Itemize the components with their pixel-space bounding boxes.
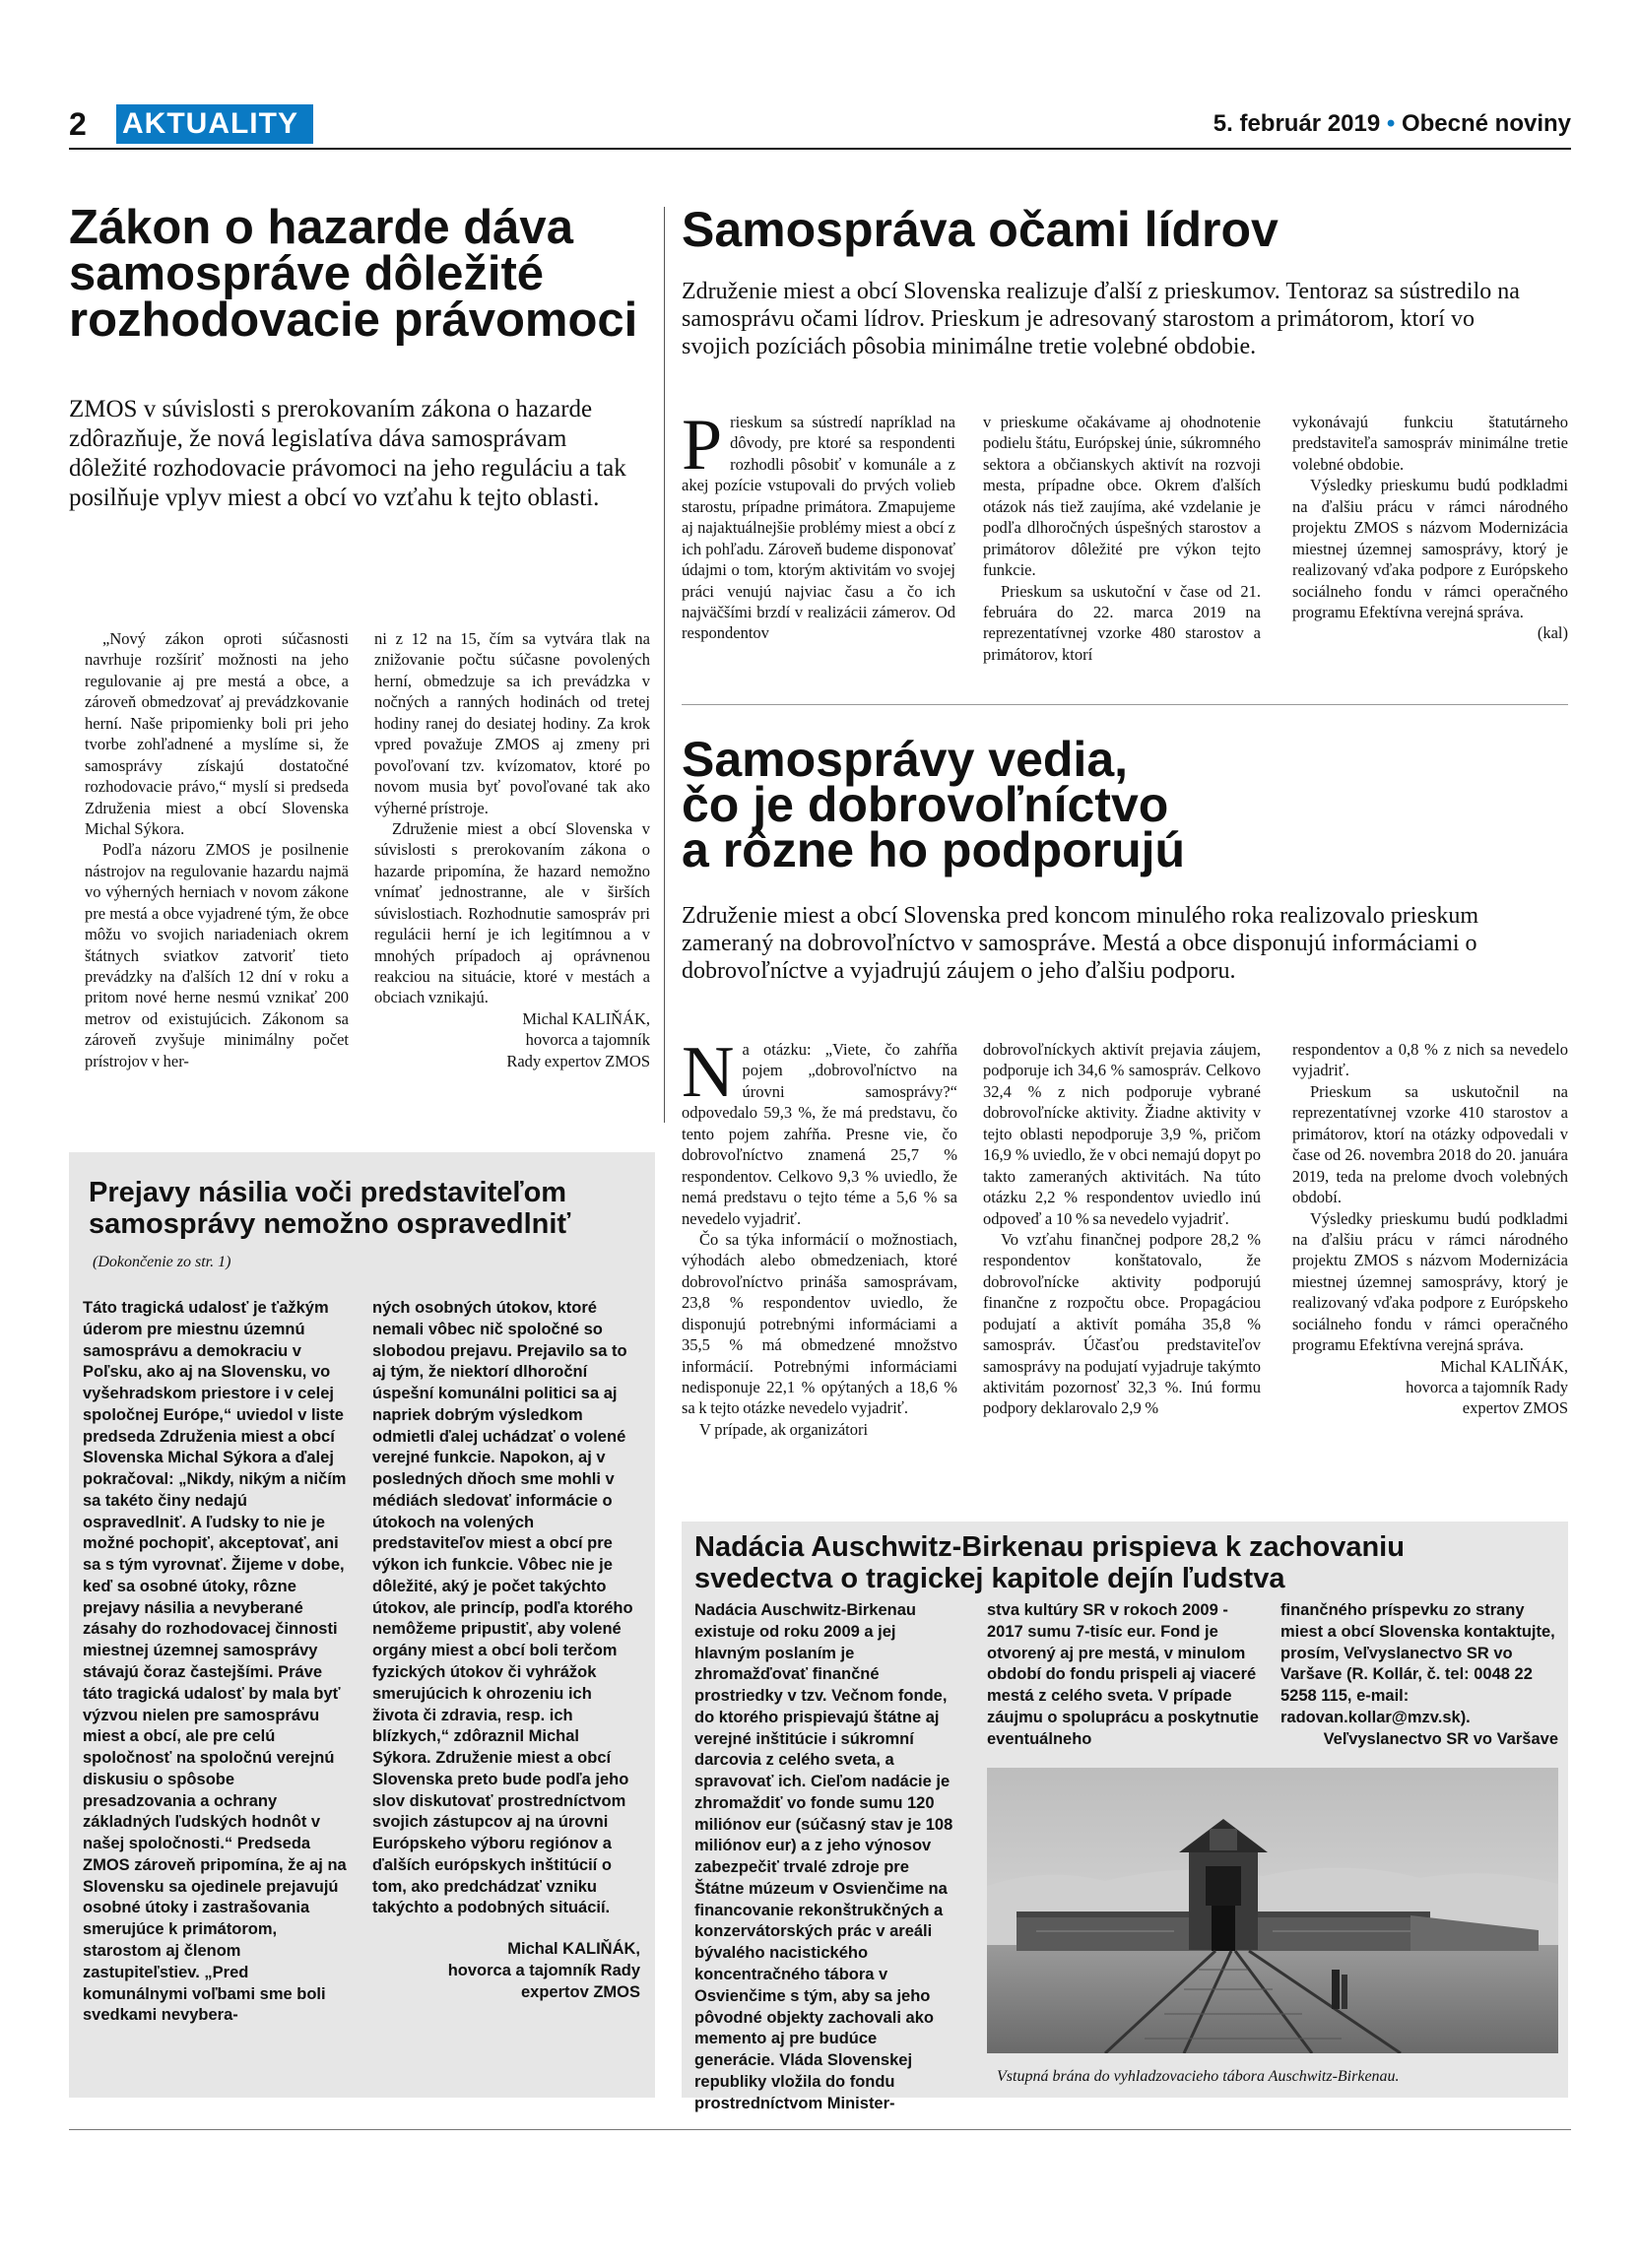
article-title: [694, 1531, 1561, 1594]
drop-cap: P: [682, 405, 723, 486]
paragraph: rieskum sa sústredí napríklad na dôvody, pre ktoré sa respondenti rozhodli pôsobiť v komunále a z akej pozície vstupovali do prvých volieb starostu, prípadne primátora. Zmapujeme aj najaktuálnejšie problémy miest a obcí z ich pohľadu. Zároveň budeme disponovať údajmi o tom, ktorým aktivitám vo svojej práci venujú najviac času a čo ich najväčšími brzdí v realizácii zámerov. Od respondentov: [682, 413, 955, 643]
article-volunteering-col1: [682, 1032, 957, 1440]
article-hazard: [69, 201, 650, 513]
paragraph: vykonávajú funkciu štatutárneho predstaviteľa samospráv minimálne tretie volebné obdobie.: [1292, 413, 1568, 474]
paragraph: a otázku: „Viete, čo zahŕňa pojem „dobrovoľníctvo na úrovni samosprávy?“ odpovedalo 59,3 %, že má predstavu, čo tento pojem zahŕňa. Presne vie, čo dobrovoľníctvo znamená 25,7 % respondentov. Celkovo 9,3 % uviedlo, že nemá predstavu o tejto téme a 5,6 % sa nevedelo vyjadriť.: [682, 1040, 957, 1228]
article-violence-col1: [83, 1298, 347, 2027]
signature: [372, 1939, 640, 2003]
photo-caption: Vstupná brána do vyhladzovacieho tábora Auschwitz-Birkenau.: [997, 2068, 1400, 2085]
article-volunteering-col3: [1292, 1039, 1568, 1419]
paragraph: Čo sa týka informácií o možnostiach, výhodách alebo obmedzeniach, ktoré dobrovoľníctvo prináša samosprávam, 23,8 % respondentov uviedlo, že disponujú potrebnými informáciami a 35,5 % má obmedzené množstvo informácií. Potrebnými informáciami nedisponuje 22,1 % opýtaných a 18,6 % sa k tejto otázke nevedelo vyjadriť.: [682, 1229, 957, 1418]
article-auschwitz-col3: [1280, 1600, 1558, 1750]
signature: Veľvyslanectvo SR vo Varšave: [1323, 1729, 1558, 1748]
paragraph: Združenie miest a obcí Slovenska v súvislosti s prerokovaním zákona o hazarde pripomína, že hazard nemožno vnímať jednostranne, ale v širších súvislostiach. Rozhodnutie samospráv pri regulácii herní je ich legitímnou a v mnohých prípadoch aj oprávnenou reakciou na situácie, ktoré v mestách a obciach vznikajú.: [374, 818, 650, 1007]
signature-line: Michal KALIŇÁK,: [1440, 1356, 1568, 1376]
article-survey-leaders-col2: [983, 412, 1261, 665]
section-separator: [682, 704, 1568, 705]
signature-line: expertov ZMOS: [520, 1982, 640, 2001]
section-label: AKTUALITY: [116, 104, 313, 144]
article-lead: Združenie miest a obcí Slovenska realizuje ďalší z prieskumov. Tentoraz sa sústredilo na samosprávu očami lídrov. Prieskum je adresovaný starostom a primátorom, ktorí vo svojich pozíciách pôsobia minimálne tretie volebné obdobie.: [682, 279, 1520, 359]
signature-line: Michal KALIŇÁK,: [507, 1940, 640, 1959]
article-auschwitz-col1: [694, 1600, 958, 2114]
paragraph: Vo vzťahu finančnej podpore 28,2 % respondentov konštatovalo, že dobrovoľnícke aktivity podporujú finančne z rozpočtu obce. Propagáciou podujatí a aktivít pomáha 35,8 % samospráv. Účasťou predstaviteľov samosprávy na podujatí vyjadruje takýmto aktivitám pozornosť 32,3 %. Inú formu podpory deklarovalo 2,9 %: [983, 1229, 1261, 1418]
issue-date: 5. február 2019: [1213, 110, 1381, 137]
article-survey-leaders-col3: [1292, 412, 1568, 644]
title-line: samosprávy nemožno ospravedlniť: [89, 1208, 571, 1240]
column-divider: [664, 207, 665, 1123]
paragraph: V prípade, ak organizátori: [699, 1419, 869, 1439]
separator-dot: •: [1386, 110, 1396, 137]
title-line: a rôzne ho podporujú: [682, 822, 1186, 877]
paragraph: Nadácia Auschwitz-Birkenau existuje od roku 2009 a jej hlavným poslaním je zhromažďovať finančné prostriedky v tzv. Večnom fonde, do ktorého prispievajú štátne aj verejné inštitúcie i súkromní darcovia z celého sveta, a spravovať ich. Cieľom nadácie je zhromaždiť vo fonde sumu 120 miliónov eur (súčasný stav je 108 miliónov eur) a z jeho výnosov zabezpečiť trvalé zdroje pre Štátne múzeum v Osvienčime na financovanie rekonštrukčných a konzervátorských prác v areáli bývalého nacistického koncentračného tábora v Osvienčime s tým, aby sa jeho pôvodné objekty zachovali ako memento aj pre budúce generácie. Vláda Slovenskej republiky vložila do fondu prostredníctvom Minister-: [694, 1601, 953, 2112]
article-title: Samospráva očami lídrov: [682, 202, 1279, 257]
paragraph: „Nový zákon oproti súčasnosti navrhuje rozšíriť možnosti na jeho regulovanie aj pre mestá a obce, a zároveň obmedzovať aj prevádzkovanie herní. Naše pripomienky boli pri jeho tvorbe zohľadnené a myslíme si, že samosprávy získajú dostatočné rozhodovacie právo,“ myslí si predseda Združenia miest a obcí Slovenska Michal Sýkora.: [85, 629, 349, 838]
article-volunteering-col2: [983, 1039, 1261, 1419]
paragraph: v prieskume očakávame aj ohodnotenie podielu štátu, Európskej únie, súkromného sektora a občianskych aktivít na rozvoji mesta, prípadne obce. Okrem ďalších otázok nás tiež zaujíma, aké vzdelanie je podľa dlhoročných úspešných starostov a primátorov dôležité pre výkon tejto funkcie.: [983, 413, 1261, 580]
header-rule: [69, 148, 1571, 150]
paragraph: ni z 12 na 15, čím sa vytvára tlak na znižovanie počtu súčasne povolených herní, obmedzuje sa ich prevádzka v nočných a ranných hodinách od tretej hodiny ranej do desiatej hodiny. Za krok vpred považuje ZMOS aj zmeny pri povoľovaní tzv. kvízomatov, ktoré po novom musia byť povoľované tak ako výherné prístroje.: [374, 629, 650, 817]
article-survey-leaders: [682, 202, 1568, 360]
signature-line: hovorca a tajomník Rady: [447, 1961, 640, 1979]
photo-auschwitz-gate: [987, 1768, 1558, 2053]
article-lead: Združenie miest a obcí Slovenska pred koncom minulého roka realizovalo prieskum zameraný na dobrovoľníctvo v samospráve. Mestá a obce disponujú informáciami o dobrovoľníctve a vyjadrujú záujem o jeho ďalšiu podporu.: [682, 903, 1479, 984]
paragraph: Výsledky prieskumu budú podkladmi na ďalšiu prácu v rámci národného projektu ZMOS s názvom Modernizácia miestnej územnej samosprávy, ktorý je realizovaný vďaka podpore z Európskeho sociálneho fondu v rámci operačného programu Efektívna verejná správa.: [1292, 1208, 1568, 1355]
article-auschwitz-col2: [987, 1600, 1265, 1750]
newspaper-name: Obecné noviny: [1401, 110, 1571, 137]
paragraph: stva kultúry SR v rokoch 2009 - 2017 sumu 7-tisíc eur. Fond je otvorený aj pre mestá, v minulom období do fondu prispeli aj viaceré mestá z celého sveta. V prípade záujmu o spoluprácu a poskytnutie eventuálneho: [987, 1601, 1259, 1748]
paragraph: Výsledky prieskumu budú podkladmi na ďalšiu prácu v rámci národného projektu ZMOS s názvom Modernizácia miestnej územnej samosprávy, ktorý je realizovaný vďaka podpore z Európskeho sociálneho fondu v rámci operačného programu Efektívna verejná správa.: [1292, 476, 1568, 621]
paragraph: Táto tragická udalosť je ťažkým úderom pre miestnu územnú samosprávu a demokraciu v Poľsku, ako aj na Slovensku, vo vyšehradskom priestore i v celej spoločnej Európe,“ uviedol v liste predseda Združenia miest a obcí Slovenska Michal Sýkora a ďalej pokračoval: „Nikdy, nikým a ničím sa takéto činy nedajú ospravedlniť. A ľudsky to nie je možné pochopiť, akceptovať, ani sa s tým vyrovnať. Žijeme v dobe, keď sa osobné útoky, rôzne prejavy násilia a nevyberané zásahy do rozhodovacej činnosti miestnej územnej samosprávy stávajú čoraz častejšími. Práve táto tragická udalosť by mala byť výzvou nielen pre samosprávu miest a obcí, ale pre celú spoločnosť na spoločnú verejnú diskusiu o spôsobe presadzovania a ochrany základných ľudských hodnôt v našej spoločnosti.“ Predseda ZMOS zároveň pripomína, že aj na Slovensku sa ojedinele prejavujú osobné útoky i zastrašovania smerujúce k primátorom, starostom aj členom zastupiteľstiev. „Pred komunálnymi voľbami sme boli svedkami nevybera-: [83, 1299, 347, 2025]
article-hazard-col1: [85, 628, 349, 1071]
paragraph: respondentov a 0,8 % z nich sa nevedelo vyjadriť.: [1292, 1040, 1568, 1080]
footer-rule: [69, 2129, 1571, 2130]
paragraph: dobrovoľníckych aktivít prejavia záujem, podporuje ich 34,6 % samospráv. Celkovo 32,4 % z nich podporuje vybrané dobrovoľnícke aktivity. Žiadne aktivity v tejto oblasti nepodporuje 3,9 %, pričom 16,9 % uviedlo, že v obci nemajú dopyt po takto zameraných aktivitách. Na túto otázku 2,2 % respondentov uviedlo inú odpoveď a 10 % sa nevedelo vyjadriť.: [983, 1040, 1261, 1228]
continuation-note: (Dokončenie zo str. 1): [93, 1254, 231, 1270]
signature-line: Michal KALIŇÁK,: [522, 1008, 650, 1028]
signature-line: hovorca a tajomník Rady: [1406, 1378, 1568, 1396]
article-violence-col2: [372, 1298, 640, 2004]
drop-cap: N: [682, 1032, 735, 1113]
title-line: Nadácia Auschwitz-Birkenau prispieva k zachovaniu: [694, 1531, 1405, 1563]
paragraph: Prieskum sa uskutoční v čase od 21. februára do 22. marca 2019 na reprezentatívnej vzorke 480 starostov a primátorov, ktorí: [983, 581, 1261, 664]
title-line: Samosprávy vedia,: [682, 732, 1129, 787]
article-volunteering: [682, 732, 1568, 985]
paragraph: Podľa názoru ZMOS je posilnenie nástrojov na regulovanie hazardu najmä vo výherných herniach v novom zákone pre mestá a obce vyjadrené tým, že obce môžu vo svojich nariadeniach okrem štátnych sviatkov zatvoriť tieto prevádzky na ďalších 12 dní v roku a pritom nové herne nesmú vznikať 200 metrov od existujúcich. Zákonom sa zároveň zvyšuje minimálny počet prístrojov v her-: [85, 840, 349, 1070]
signature: [374, 1008, 650, 1071]
article-title: [682, 732, 1568, 877]
article-title: Zákon o hazarde dáva samospráve dôležité rozhodovacie právomoci: [69, 201, 638, 347]
title-line: čo je dobrovoľníctvo: [682, 777, 1169, 832]
signature-line: Rady expertov ZMOS: [506, 1051, 650, 1070]
page-number: 2: [69, 106, 87, 142]
paragraph: finančného príspevku zo strany miest a obcí Slovenska kontaktujte, prosím, Veľvyslanectvo SR vo Varšave (R. Kollár, č. tel: 0048 22 5258 115, e-mail: radovan.kollar@mzv.sk).: [1280, 1601, 1555, 1726]
signature-line: hovorca a tajomník: [525, 1030, 650, 1050]
title-line: svedectva o tragickej kapitole dejín ľudstva: [694, 1563, 1285, 1594]
signature: (kal): [1537, 623, 1568, 643]
signature: [1292, 1356, 1568, 1419]
article-hazard-col2: [374, 628, 650, 1071]
article-survey-leaders-col1: [682, 405, 955, 644]
article-lead: ZMOS v súvislosti s prerokovaním zákona o hazarde zdôrazňuje, že nová legislatíva dáva samosprávam dôležité rozhodovacie právomoci na jeho reguláciu a tak posilňuje vplyv miest a obcí vo vzťahu k tejto oblasti.: [69, 396, 626, 511]
article-violence-header: [89, 1177, 640, 1271]
paragraph: ných osobných útokov, ktoré nemali vôbec nič spoločné so slobodou prejavu. Prejavilo sa to aj tým, že niektorí dlhoroční úspešní komunálni politici sa aj napriek dobrým výsledkom odmietli ďalej uchádzať o volené verejné funkcie. Napokon, aj v posledných dňoch sme mohli v médiách sledovať informácie o útokoch na volených predstaviteľov miest a obcí pre výkon ich funkcie. Vôbec nie je dôležité, aký je počet takýchto útokov, ale princíp, podľa ktorého nemôžeme pripustiť, aby volené orgány miest a obcí boli terčom fyzických útokov či vyhrážok smerujúcich k ohrozeniu ich života či zdravia, resp. ich blízkych,“ zdôraznil Michal Sýkora. Združenie miest a obcí Slovenska preto bude podľa jeho slov diskutovať prostredníctvom svojich zástupcov aj na úrovni Európskeho výboru regiónov a ďalších európskych inštitúcií o tom, ako predchádzať vzniku takýchto a podobných situácií.: [372, 1299, 633, 1917]
signature-line: expertov ZMOS: [1462, 1398, 1568, 1418]
title-line: Prejavy násilia voči predstaviteľom: [89, 1177, 567, 1208]
article-title: [89, 1177, 640, 1240]
paragraph: Prieskum sa uskutočnil na reprezentatívnej vzorke 410 starostov a primátorov, ktorí na otázky odpovedali v čase od 26. novembra 2018 do 20. januára 2019, teda na prelome dvoch volebných období.: [1292, 1081, 1568, 1207]
masthead-info: [1214, 110, 1571, 138]
